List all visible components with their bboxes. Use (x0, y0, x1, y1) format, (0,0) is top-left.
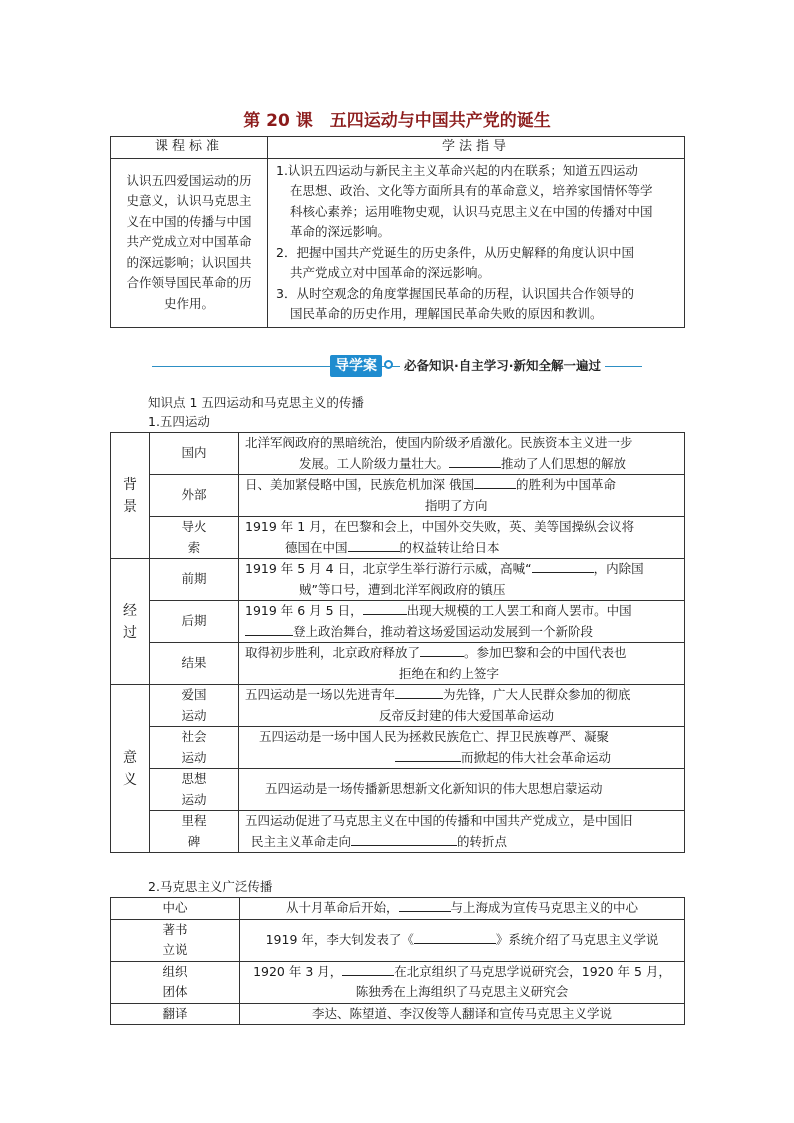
group-significance (111, 685, 150, 853)
row-value-writing (240, 919, 685, 961)
guide-line: 2．把握中国共产党诞生的历史条件，从历史解释的角度认识中国 (276, 244, 634, 260)
text: 运动 (181, 749, 207, 765)
text: 日、美加紧侵略中国，民族危机加深 俄国 (245, 477, 474, 492)
text: 发展。工人阶级力量壮大。 (299, 455, 450, 471)
text: 的胜利为中国革命 (515, 477, 616, 492)
text: 1920 年 3 月， (253, 963, 343, 979)
guide-line: 3．从时空观念的角度掌握国民革命的历程，认识国共合作领导的 (276, 285, 634, 301)
row-label-social (150, 727, 239, 769)
text: 五四运动是一场中国人民为拯救民族危亡、捍卫民族尊严、凝聚 (259, 729, 610, 744)
guide-line: 1.认识五四运动与新民主主义革命兴起的内在联系；知道五四运动 (276, 162, 638, 178)
section1-heading: 知识点 1 五四运动和马克思主义的传播 (148, 395, 364, 410)
standards-right-cell (268, 158, 685, 327)
text: 里程 (181, 813, 207, 828)
guide-line: 科核心素养；运用唯物史观，认识马克思主义在中国的传播对中国 (290, 203, 653, 219)
text: 民主主义革命走向 (251, 833, 352, 849)
group-char: 过 (123, 624, 137, 641)
row-value-patriotic (239, 685, 685, 727)
text: 索 (187, 539, 201, 555)
marxism-table (110, 897, 685, 1025)
text: 爱国 (181, 687, 207, 702)
standards-table (110, 136, 685, 328)
standards-left-line: 史意义，认识马克思主 (126, 193, 252, 209)
blank[interactable] (395, 686, 443, 699)
text: 在北京组织了马克思学说研究会，1920 年 5 月， (394, 963, 671, 979)
group-char: 背 (123, 476, 137, 493)
study-guide-band (152, 353, 642, 379)
text: 组织 (162, 963, 188, 979)
row-label-ideological (150, 769, 239, 811)
row-value-late (239, 601, 685, 643)
row-label-writing (111, 919, 240, 961)
blank[interactable] (420, 644, 464, 657)
text: 出现大规模的工人罢工和商人罢市。中国 (406, 603, 632, 618)
standards-header-right: 学法指导 (268, 137, 685, 159)
text: 而掀起的伟大社会革命运动 (461, 749, 612, 765)
row-value-organization (240, 961, 685, 1003)
text: 。参加巴黎和会的中国代表也 (464, 645, 627, 660)
text: 陈独秀在上海组织了马克思主义研究会 (355, 984, 569, 999)
row-value-trigger (239, 517, 685, 559)
guide-line: 革命的深远影响。 (290, 224, 391, 239)
study-guide-badge: 导学案 (330, 355, 382, 377)
text: 立说 (162, 942, 188, 957)
text: 为先锋，广大人民群众参加的彻底 (443, 687, 631, 702)
group-char: 义 (123, 771, 137, 788)
text: 思想 (181, 771, 207, 786)
guide-line: 在思想、政治、文化等方面所具有的革命意义，培养家国情怀等学 (290, 183, 653, 198)
standards-left-line: 史作用。 (163, 295, 214, 311)
blank[interactable] (474, 476, 516, 489)
row-value-social (239, 727, 685, 769)
row-label-translation: 翻译 (111, 1003, 240, 1025)
standards-header-left: 课程标准 (111, 137, 268, 159)
text: 1919 年 6 月 5 日， (245, 603, 363, 618)
standards-left-line: 认识五四爱国运动的历 (126, 172, 252, 188)
row-value-ideological (239, 769, 685, 811)
group-process (111, 559, 150, 685)
row-label-external: 外部 (150, 475, 239, 517)
blank[interactable] (351, 833, 457, 846)
text: ，内除国 (593, 561, 644, 576)
blank[interactable] (399, 899, 451, 912)
blank[interactable] (245, 623, 293, 636)
text: 运动 (181, 791, 207, 807)
row-label-late: 后期 (150, 601, 239, 643)
text: 1919 年 1 月，在巴黎和会上，中国外交失败，英、美等国操纵会议将 (245, 519, 635, 534)
text: 碑 (187, 833, 201, 849)
row-value-result (239, 643, 685, 685)
row-label-center: 中心 (111, 898, 240, 920)
page-title: 第 20 课 五四运动与中国共产党的诞生 (243, 111, 551, 131)
text: 北洋军阀政府的黑暗统治，使国内阶级矛盾激化。民族资本主义进一步 (245, 435, 633, 450)
row-value-milestone (239, 811, 685, 853)
group-char: 景 (123, 498, 137, 515)
text: 著书 (162, 921, 188, 937)
text: 指明了方向 (425, 497, 488, 513)
text: 导火 (181, 519, 207, 534)
text: 五四运动促进了马克思主义在中国的传播和中国共产党成立，是中国旧 (245, 813, 633, 828)
text: 五四运动是一场传播新思想新文化新知识的伟大思想启蒙运动 (265, 781, 603, 797)
section2-heading: 2.马克思主义广泛传播 (148, 879, 273, 894)
standards-left-line: 义在中国的传播与中国 (126, 213, 252, 229)
text: 反帝反封建的伟大爱国革命运动 (379, 707, 555, 723)
text: 推动了人们思想的解放 (501, 455, 627, 471)
blank[interactable] (342, 963, 394, 976)
study-guide-slogan: 必备知识·自主学习·新知全解一遍过 (400, 356, 605, 376)
group-background (111, 433, 150, 559)
section1-subheading: 1.五四运动 (148, 414, 210, 429)
text: 登上政治舞台，推动着这场爱国运动发展到一个新阶段 (293, 623, 594, 639)
text: 社会 (181, 729, 207, 744)
row-value-external (239, 475, 685, 517)
blank[interactable] (449, 455, 501, 468)
text: 拒绝在和约上签字 (399, 665, 500, 681)
row-label-organization (111, 961, 240, 1003)
guide-line: 共产党成立对中国革命的深远影响。 (290, 265, 491, 280)
text: 取得初步胜利，北京政府释放了 (245, 645, 421, 660)
may-fourth-table (110, 432, 685, 853)
text: 五四运动是一场以先进青年 (245, 687, 396, 702)
standards-left-line: 合作领导国民革命的历 (126, 275, 252, 291)
circle-dot-icon (384, 360, 393, 369)
text: 1919 年，李大钊发表了《 (265, 931, 414, 947)
blank[interactable] (348, 539, 400, 552)
text: 团体 (162, 984, 188, 999)
row-label-early: 前期 (150, 559, 239, 601)
standards-left-line: 的深远影响；认识国共 (126, 254, 252, 270)
row-label-milestone (150, 811, 239, 853)
text: 贼”等口号，遭到北洋军阀政府的镇压 (299, 581, 506, 597)
standards-left-line: 共产党成立对中国革命 (126, 234, 252, 250)
text: 德国在中国 (285, 539, 348, 555)
row-label-result: 结果 (150, 643, 239, 685)
row-value-center (240, 898, 685, 920)
blank[interactable] (532, 560, 594, 573)
standards-left-cell (111, 158, 268, 327)
blank[interactable] (395, 749, 461, 762)
text: 与上海成为宣传马克思主义的中心 (450, 900, 639, 915)
text: 运动 (181, 707, 207, 723)
text: 1919 年 5 月 4 日，北京学生举行游行示威，高喊“ (245, 561, 532, 576)
row-label-patriotic (150, 685, 239, 727)
text: 的转折点 (457, 833, 508, 849)
blank[interactable] (363, 602, 407, 615)
text: 从十月革命后开始， (285, 900, 399, 915)
row-value-early (239, 559, 685, 601)
group-char: 意 (123, 749, 137, 766)
row-value-domestic (239, 433, 685, 475)
text: 》系统介绍了马克思主义学说 (495, 931, 659, 947)
blank[interactable] (414, 931, 496, 944)
row-value-translation: 李达、陈望道、李汉俊等人翻译和宣传马克思主义学说 (240, 1003, 685, 1025)
row-label-trigger (150, 517, 239, 559)
text: 的权益转让给日本 (399, 539, 500, 555)
group-char: 经 (123, 602, 137, 619)
row-label-domestic: 国内 (150, 433, 239, 475)
guide-line: 国民革命的历史作用，理解国民革命失败的原因和教训。 (290, 306, 603, 321)
